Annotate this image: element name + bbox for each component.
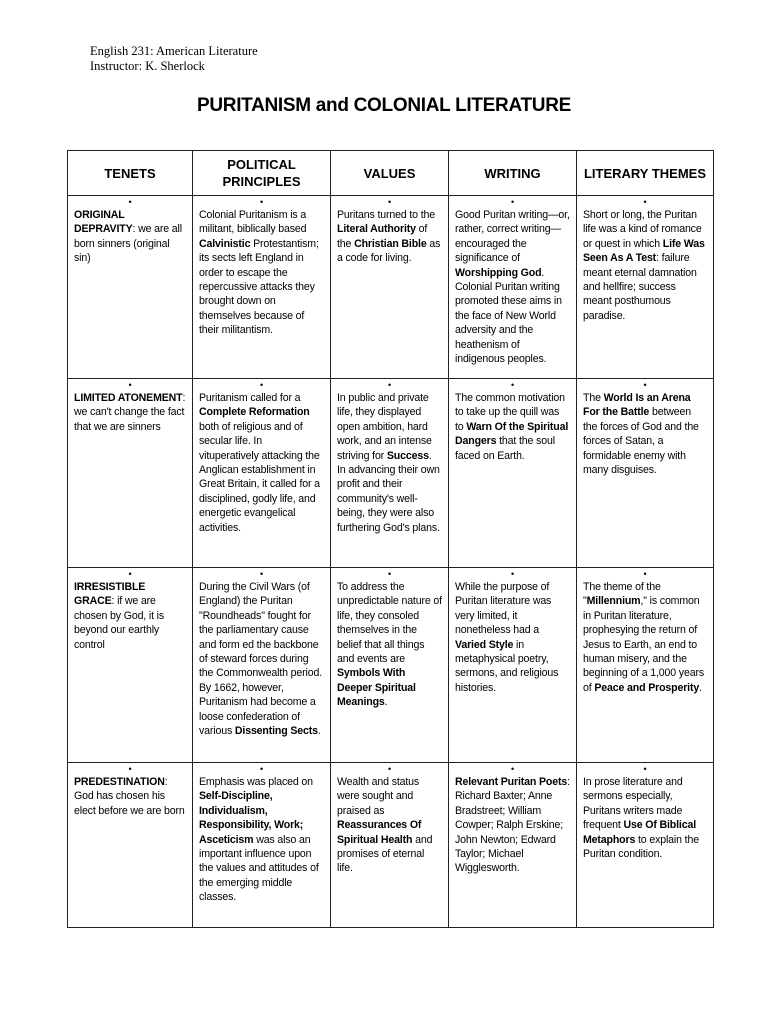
writing-cell bbox=[449, 763, 577, 928]
bold-term: Asceticism bbox=[199, 833, 254, 846]
bold-term: Worshipping God bbox=[455, 266, 542, 279]
bullet-marker: • bbox=[259, 764, 263, 774]
text-segment: The common motivation to take up the quill was to bbox=[455, 392, 565, 433]
bullet-marker: • bbox=[387, 764, 391, 774]
cell-text bbox=[74, 580, 186, 652]
bold-term: Life Was Seen As A Test bbox=[583, 237, 705, 265]
bold-term: Dissenting Sects bbox=[234, 725, 318, 738]
text-segment: Good Puritan writing—or, rather, correct writing—encouraged the significance of bbox=[455, 209, 570, 265]
column-header-political-principles: POLITICAL PRINCIPLES bbox=[193, 151, 331, 196]
column-header-values: VALUES bbox=[331, 151, 449, 196]
text-segment: of the bbox=[337, 223, 428, 250]
bold-term: LIMITED ATONEMENT bbox=[74, 392, 183, 404]
bullet-marker: • bbox=[510, 380, 514, 390]
column-header-literary-themes: LITERARY THEMES bbox=[577, 151, 714, 196]
text-segment: . In advancing their own profit and their community's well-being, they were also furthering God's plans. bbox=[337, 449, 440, 534]
text-segment: Protestantism; its sects left England in order to escape the repercussive attacks they brought down on themselves because of their militantism. bbox=[199, 237, 319, 337]
values-cell bbox=[331, 568, 449, 763]
text-segment: While the purpose of Puritan literature was very limited, it nonetheless had a bbox=[455, 581, 552, 637]
cell-text bbox=[74, 208, 186, 266]
bold-term: IRRESISTIBLE GRACE bbox=[74, 581, 146, 608]
text-segment: In prose literature and sermons especially, Puritans writers made frequent bbox=[583, 776, 683, 832]
text-segment: : failure meant eternal damnation and hellfire; success meant posthumous paradise. bbox=[583, 252, 697, 322]
bold-term: ORIGINAL DEPRAVITY bbox=[74, 209, 133, 236]
cell-text bbox=[199, 208, 324, 338]
text-segment: Wealth and status were sought and praised as bbox=[337, 776, 420, 817]
literary-themes-cell bbox=[577, 196, 714, 379]
cell-text bbox=[455, 208, 570, 366]
cell-text bbox=[74, 775, 186, 818]
bullet-marker: • bbox=[259, 569, 263, 579]
cell-text bbox=[455, 391, 570, 463]
text-segment: : God has chosen his elect before we are born bbox=[74, 776, 185, 817]
bold-term: Use Of Biblical Metaphors bbox=[583, 819, 696, 846]
text-segment: : we are all born sinners (original sin) bbox=[74, 223, 182, 265]
bullet-marker: • bbox=[128, 569, 132, 579]
cell-text bbox=[583, 391, 707, 477]
cell-text bbox=[199, 391, 324, 535]
bold-term: Varied Style bbox=[455, 638, 514, 651]
text-segment: that the soul faced on Earth. bbox=[455, 435, 555, 462]
cell-text bbox=[337, 208, 442, 266]
table-row bbox=[68, 379, 714, 568]
header-row bbox=[68, 151, 714, 196]
literary-themes-cell bbox=[577, 379, 714, 568]
literary-themes-cell bbox=[577, 568, 714, 763]
text-segment: Colonial Puritanism is a militant, biblically based bbox=[199, 209, 307, 236]
writing-cell bbox=[449, 196, 577, 379]
text-segment: and promises of eternal life. bbox=[337, 833, 433, 875]
values-cell bbox=[331, 763, 449, 928]
text-segment: Puritans turned to the bbox=[337, 209, 435, 221]
bold-term: Literal Authority bbox=[337, 223, 416, 236]
bullet-marker: • bbox=[643, 764, 647, 774]
text-segment: : if we are chosen by God, it is beyond our earthly control bbox=[74, 595, 165, 651]
bold-term: Relevant Puritan Poets bbox=[455, 776, 568, 788]
text-segment: to explain the Puritan condition. bbox=[583, 833, 699, 861]
cell-text bbox=[337, 391, 442, 535]
bold-term: Success bbox=[386, 449, 429, 462]
course-name: English 231: American Literature bbox=[90, 44, 258, 58]
bullet-marker: • bbox=[387, 569, 391, 579]
bold-term: Peace and Prosperity bbox=[594, 681, 700, 694]
cell-text bbox=[199, 580, 324, 738]
text-segment: . bbox=[317, 725, 321, 738]
text-segment: both of religious and of secular life. In vituperatively attacking the Anglican establishment in Great Britain, it called for a disciplined, godly life, and energetic evangelical activities. bbox=[199, 420, 320, 534]
puritanism-table bbox=[67, 150, 714, 928]
instructor-name: Instructor: K. Sherlock bbox=[90, 59, 205, 73]
bold-term: Complete Reformation bbox=[199, 406, 310, 419]
tenet-cell bbox=[68, 196, 193, 379]
bold-term: Reassurances Of Spiritual Health bbox=[337, 819, 422, 846]
table-row bbox=[68, 568, 714, 763]
bullet-marker: • bbox=[259, 380, 263, 390]
political-principles-cell bbox=[193, 196, 331, 379]
cell-text bbox=[455, 580, 570, 695]
text-segment: ," is common in Puritan literature, prophesying the return of Jesus to Earth, an end to human misery, and the beginning of a 1,000 years of bbox=[583, 595, 704, 694]
bold-term: Millennium bbox=[586, 595, 641, 608]
text-segment: During the Civil Wars (of England) the Puritan "Roundheads" fought for the parliamentary cause and form ed the backbone of steward forces during the Commonwealth period. By 1662, however, Puritanism had become a loose confederation of various bbox=[199, 581, 323, 738]
bullet-marker: • bbox=[510, 764, 514, 774]
bold-term: Symbols With Deeper Spiritual Meanings bbox=[337, 667, 416, 709]
text-segment: The bbox=[583, 392, 604, 404]
bullet-marker: • bbox=[510, 569, 514, 579]
bold-term: PREDESTINATION bbox=[74, 776, 165, 788]
text-segment: : we can't change the fact that we are sinners bbox=[74, 392, 186, 433]
text-segment: was also an important influence upon the values and attitudes of the emerging middle classes. bbox=[199, 833, 319, 904]
text-segment: To address the unpredictable nature of life, they consoled themselves in the belief that all things and events are bbox=[337, 581, 442, 666]
cell-text bbox=[583, 208, 707, 323]
text-segment: . bbox=[384, 696, 388, 709]
text-segment: Puritanism called for a bbox=[199, 392, 301, 404]
table-row bbox=[68, 196, 714, 379]
cell-text bbox=[583, 580, 707, 695]
bullet-marker: • bbox=[128, 764, 132, 774]
text-segment: in metaphysical poetry, sermons, and religious histories. bbox=[455, 638, 559, 694]
text-segment: between the forces of God and the forces of Satan, a formidable enemy with many disguises. bbox=[583, 406, 699, 477]
writing-cell bbox=[449, 568, 577, 763]
text-segment: as a code for living. bbox=[337, 237, 441, 265]
text-segment: Emphasis was placed on bbox=[199, 776, 313, 788]
cell-text bbox=[337, 775, 442, 876]
text-segment: Short or long, the Puritan life was a kind of romance or quest in which bbox=[583, 209, 702, 250]
literary-themes-cell bbox=[577, 763, 714, 928]
column-header-writing: WRITING bbox=[449, 151, 577, 196]
bullet-marker: • bbox=[643, 380, 647, 390]
bullet-marker: • bbox=[643, 197, 647, 207]
bullet-marker: • bbox=[643, 569, 647, 579]
bold-term: World Is an Arena For the Battle bbox=[583, 392, 691, 419]
text-segment: . Colonial Puritan writing promoted these aims in the face of New World adversity and the heathenism of indigenous peoples. bbox=[455, 266, 562, 366]
political-principles-cell bbox=[193, 763, 331, 928]
cell-text bbox=[74, 391, 186, 434]
tenet-cell bbox=[68, 379, 193, 568]
bullet-marker: • bbox=[128, 197, 132, 207]
table-row bbox=[68, 763, 714, 928]
text-segment: : Richard Baxter; Anne Bradstreet; William Cowper; Ralph Erskine; John Newton; Edward Taylor; Michael Wigglesworth. bbox=[455, 776, 570, 875]
bullet-marker: • bbox=[387, 380, 391, 390]
cell-text bbox=[583, 775, 707, 861]
values-cell bbox=[331, 196, 449, 379]
tenet-cell bbox=[68, 763, 193, 928]
values-cell bbox=[331, 379, 449, 568]
bold-term: Christian Bible bbox=[354, 237, 427, 250]
cell-text bbox=[337, 580, 442, 710]
bold-term: Self-Discipline, Individualism, Responsibility, Work; bbox=[199, 790, 304, 832]
bold-term: Calvinistic bbox=[199, 237, 251, 250]
political-principles-cell bbox=[193, 379, 331, 568]
political-principles-cell bbox=[193, 568, 331, 763]
bullet-marker: • bbox=[259, 197, 263, 207]
course-header bbox=[90, 44, 258, 74]
writing-cell bbox=[449, 379, 577, 568]
bold-term: Warn Of the Spiritual Dangers bbox=[455, 420, 569, 448]
text-segment: In public and private life, they displayed open ambition, hard work, and an intense striving for bbox=[337, 392, 432, 462]
bullet-marker: • bbox=[510, 197, 514, 207]
bullet-marker: • bbox=[387, 197, 391, 207]
text-segment: . bbox=[699, 681, 702, 694]
text-segment: The theme of the " bbox=[583, 581, 661, 608]
cell-text bbox=[455, 775, 570, 876]
tenet-cell bbox=[68, 568, 193, 763]
document-title: PURITANISM and COLONIAL LITERATURE bbox=[196, 95, 571, 116]
cell-text bbox=[199, 775, 324, 905]
column-header-tenets: TENETS bbox=[68, 151, 193, 196]
bullet-marker: • bbox=[128, 380, 132, 390]
